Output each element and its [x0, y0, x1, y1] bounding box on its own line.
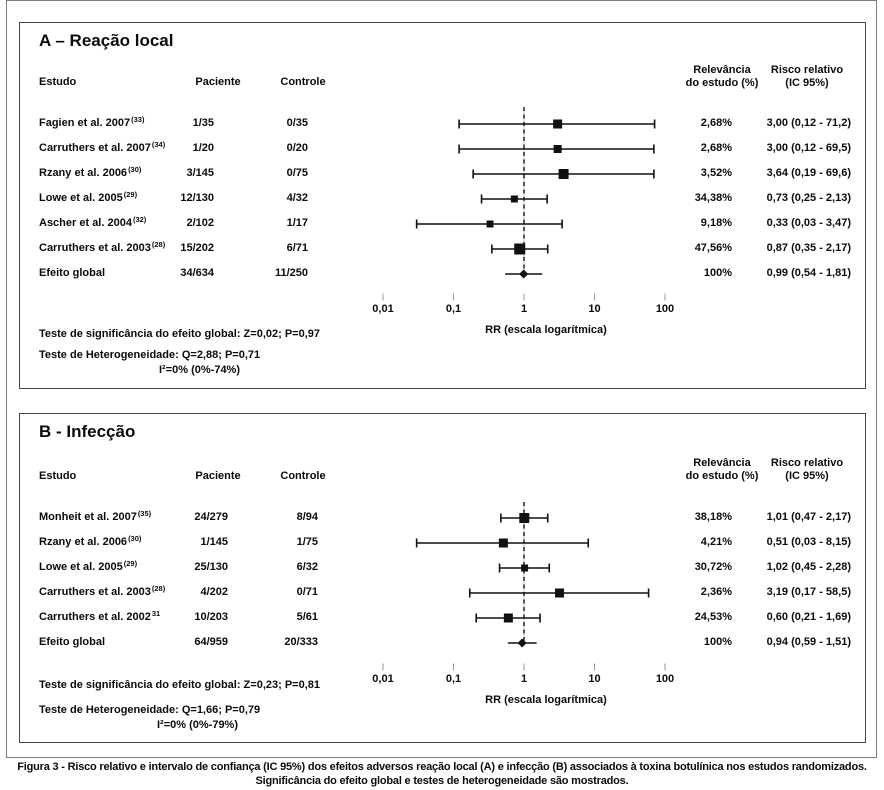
column-header-relevancia-line1: Relevância [693, 457, 751, 469]
paciente-value: 34/634 [180, 267, 214, 279]
reference-superscript: (32) [132, 215, 147, 224]
paciente-value: 25/130 [194, 561, 228, 573]
risk-ratio-ci: 3,64 (0,19 - 69,6) [766, 167, 851, 179]
column-header-risco-line1: Risco relativo [770, 64, 844, 76]
column-header-risco-line2: (IC 95%) [785, 77, 829, 89]
risk-ratio-ci: 0,51 (0,03 - 8,15) [766, 536, 851, 548]
significance-test-text: Teste de significância do efeito global: Z=0,23; P=0,81 [39, 679, 320, 691]
column-header-paciente: Paciente [195, 76, 241, 88]
study-name: Carruthers et al. 2003$^{(28)}$ [39, 584, 166, 598]
study-name: Lowe et al. 2005$^{(29)}$ [39, 559, 138, 573]
axis-tick-label: 0,01 [372, 673, 394, 685]
heterogeneity-test-text: Teste de Heterogeneidade: Q=2,88; P=0,71 [39, 349, 261, 361]
risk-ratio-ci: 1,02 (0,45 - 2,28) [766, 561, 851, 573]
controle-value: 8/94 [296, 511, 318, 523]
weight-percent: 3,52% [700, 167, 732, 179]
risk-ratio-ci: 0,73 (0,25 - 2,13) [766, 192, 851, 204]
axis-tick-label: 10 [588, 673, 601, 685]
x-axis-label: RR (escala logarítmica) [485, 694, 607, 706]
column-header-relevancia-line2: do estudo (%) [685, 470, 759, 482]
x-axis-label: RR (escala logarítmica) [485, 324, 607, 336]
controle-value: 5/61 [296, 611, 318, 623]
paciente-value: 10/203 [194, 611, 228, 623]
reference-superscript: (29) [123, 559, 138, 568]
weight-percent: 24,53% [694, 611, 732, 623]
paciente-value: 2/102 [186, 217, 214, 229]
paciente-value: 1/35 [192, 117, 214, 129]
panel-a-title: A – Reação local [39, 31, 174, 50]
study-name: Ascher et al. 2004$^{(32)}$ [39, 215, 147, 229]
study-name: Carruthers et al. 2007$^{(34)}$ [39, 140, 166, 154]
column-header-risco-line2: (IC 95%) [785, 470, 829, 482]
risk-ratio-ci: 3,19 (0,17 - 58,5) [766, 586, 851, 598]
paciente-value: 15/202 [180, 242, 214, 254]
axis-tick-label: 10 [588, 303, 601, 315]
reference-superscript: (29) [123, 190, 138, 199]
reference-superscript: (30) [128, 165, 142, 174]
significance-test-text: Teste de significância do efeito global: Z=0,02; P=0,97 [39, 328, 320, 340]
axis-tick-label: 1 [520, 673, 528, 685]
study-name: Carruthers et al. 2003$^{(28)}$ [39, 240, 166, 254]
figure-caption-line1: Figura 3 - Risco relativo e intervalo de confiança (IC 95%) dos efeitos adversos reação local (A) e infecção (B) associados à toxina botulínica nos estudos randomizados. [17, 761, 867, 773]
study-name: Monheit et al. 2007$^{(35)}$ [39, 509, 152, 523]
paciente-value: 3/145 [186, 167, 214, 179]
column-header-estudo: Estudo [39, 470, 77, 482]
weight-percent: 38,18% [694, 511, 732, 523]
column-header-risco-line1: Risco relativo [770, 457, 844, 469]
column-header-relevancia-line1: Relevância [693, 64, 751, 76]
study-name: Fagien et al. 2007$^{(33)}$ [39, 115, 145, 129]
reference-superscript: (28) [151, 584, 166, 593]
column-header-estudo: Estudo [39, 76, 77, 88]
risk-ratio-ci: 0,87 (0,35 - 2,17) [766, 242, 851, 254]
weight-percent: 47,56% [694, 242, 732, 254]
axis-tick-label: 100 [655, 303, 675, 315]
column-header-controle: Controle [280, 76, 326, 88]
paciente-value: 4/202 [200, 586, 228, 598]
controle-value: 0/20 [286, 142, 308, 154]
figure-caption-line2: Significância do efeito global e testes de heterogeneidade são mostrados. [255, 775, 629, 787]
weight-percent: 2,68% [700, 117, 732, 129]
axis-tick-label: 0,01 [372, 303, 394, 315]
study-name: Efeito global [39, 636, 105, 648]
axis-tick-label: 0,1 [445, 303, 462, 315]
weight-percent: 30,72% [694, 561, 732, 573]
controle-value: 1/75 [296, 536, 318, 548]
i-squared-text: I²=0% (0%-74%) [159, 364, 241, 376]
column-header-controle: Controle [280, 470, 326, 482]
column-header-relevancia-line2: do estudo (%) [685, 77, 759, 89]
axis-tick-label: 100 [655, 673, 675, 685]
controle-value: 6/71 [286, 242, 308, 254]
reference-superscript: (34) [151, 140, 166, 149]
controle-value: 0/35 [286, 117, 308, 129]
axis-tick-label: 1 [520, 303, 528, 315]
weight-percent: 9,18% [700, 217, 732, 229]
reference-superscript: (30) [128, 534, 142, 543]
reference-superscript: (35) [137, 509, 152, 518]
risk-ratio-ci: 3,00 (0,12 - 69,5) [766, 142, 851, 154]
axis-tick-label: 0,1 [445, 673, 462, 685]
reference-superscript: (33) [131, 115, 145, 124]
controle-value: 20/333 [284, 636, 318, 648]
paciente-value: 64/959 [194, 636, 228, 648]
study-name: Rzany et al. 2006$^{(30)}$ [39, 165, 142, 179]
reference-superscript: (28) [151, 240, 166, 249]
panel-a-reacao-local [19, 22, 866, 389]
axis-tick-labels-b [20, 414, 865, 742]
study-name: Efeito global [39, 267, 105, 279]
panel-b-title: B - Infecção [39, 422, 136, 441]
paciente-value: 24/279 [194, 511, 228, 523]
column-header-paciente: Paciente [195, 470, 241, 482]
weight-percent: 100% [703, 267, 732, 279]
weight-percent: 100% [703, 636, 732, 648]
paciente-value: 1/20 [192, 142, 214, 154]
weight-percent: 2,36% [700, 586, 732, 598]
risk-ratio-ci: 0,99 (0,54 - 1,81) [766, 267, 851, 279]
weight-percent: 4,21% [700, 536, 732, 548]
study-name: Carruthers et al. 2002$^{31}$ [39, 609, 161, 623]
study-name: Rzany et al. 2006$^{(30)}$ [39, 534, 142, 548]
study-name: Lowe et al. 2005$^{(29)}$ [39, 190, 138, 204]
controle-value: 4/32 [286, 192, 308, 204]
i-squared-text: I²=0% (0%-79%) [157, 719, 239, 731]
weight-percent: 34,38% [694, 192, 732, 204]
risk-ratio-ci: 0,60 (0,21 - 1,69) [766, 611, 851, 623]
risk-ratio-ci: 0,94 (0,59 - 1,51) [766, 636, 851, 648]
controle-value: 0/75 [286, 167, 308, 179]
weight-percent: 2,68% [700, 142, 732, 154]
paciente-value: 1/145 [200, 536, 228, 548]
controle-value: 0/71 [296, 586, 318, 598]
heterogeneity-test-text: Teste de Heterogeneidade: Q=1,66; P=0,79 [39, 704, 261, 716]
risk-ratio-ci: 0,33 (0,03 - 3,47) [766, 217, 851, 229]
paciente-value: 12/130 [180, 192, 214, 204]
risk-ratio-ci: 1,01 (0,47 - 2,17) [766, 511, 851, 523]
controle-value: 1/17 [286, 217, 308, 229]
controle-value: 11/250 [274, 267, 308, 279]
panel-b-infeccao [19, 413, 866, 743]
controle-value: 6/32 [296, 561, 318, 573]
risk-ratio-ci: 3,00 (0,12 - 71,2) [766, 117, 851, 129]
reference-superscript: 31 [151, 609, 161, 618]
